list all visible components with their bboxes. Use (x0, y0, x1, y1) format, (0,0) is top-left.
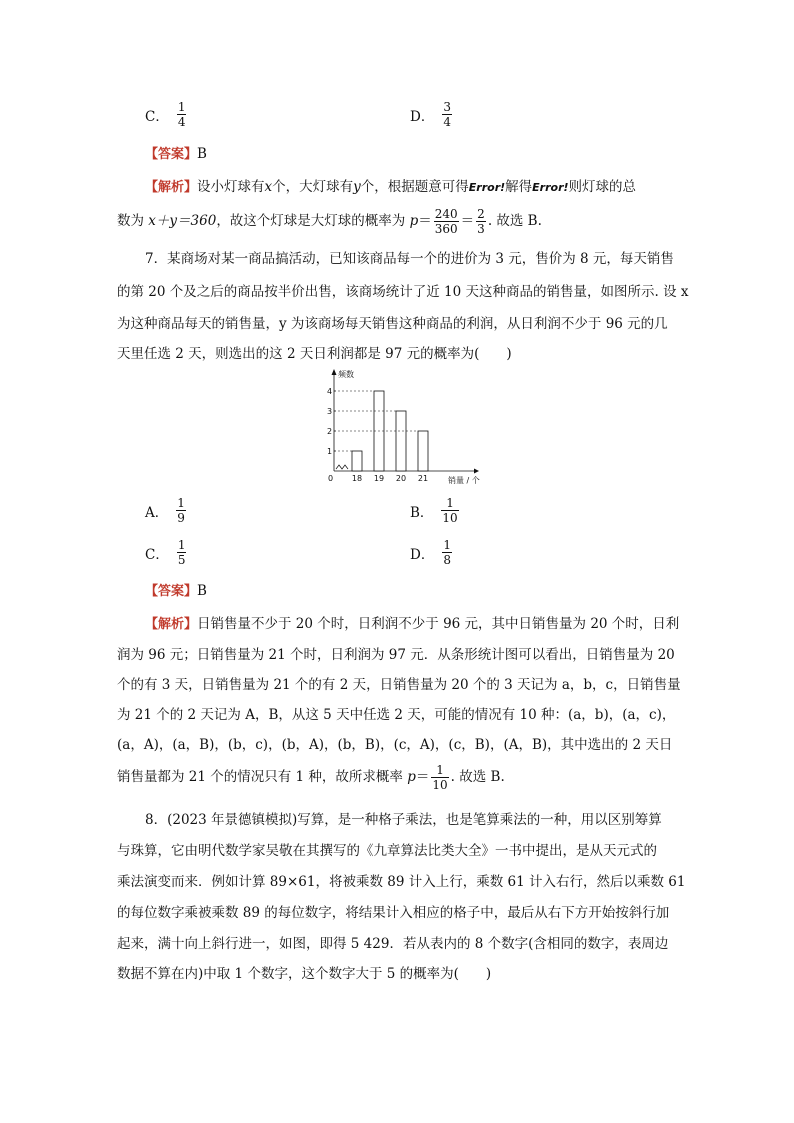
origin-label: 0 (328, 474, 334, 483)
y-tick-label: 1 (327, 447, 333, 456)
q7-analysis-last-line: 销售量都为 21 个的情况只有 1 种，故所求概率 p ＝ $\frac{1}{10}$ . 故选 B. (117, 762, 505, 792)
q8-stem-line: 8．(2023 年景德镇模拟)写算，是一种格子乘法，也是笔算乘法的一种，用以区别筹算 (145, 812, 662, 828)
y-tick-label: 3 (327, 407, 333, 416)
q7-stem-line: 7．某商场对某一商品搞活动，已知该商品每一个的进价为 3 元，售价为 8 元，每天销售 (145, 251, 674, 267)
q8-stem-line: 数据不算在内)中取 1 个数字，这个数字大于 5 的概率为( ) (117, 966, 492, 982)
q8-stem-line: 起来，满十向上斜行进一，如图，即得 5 429．若从表内的 8 个数字(含相同的数字，表周边 (117, 936, 669, 952)
y-axis-arrow (332, 369, 337, 375)
fraction: $\frac{1}{10}$ (432, 762, 448, 792)
y-tick-label: 2 (327, 427, 333, 436)
q6-option-d[interactable] (410, 100, 454, 129)
q6-answer (145, 144, 207, 165)
x-tick-label: 21 (417, 474, 429, 483)
q7-answer (145, 581, 207, 602)
option-fraction: $\frac{1}{4}$ (177, 100, 186, 129)
fraction: $\frac{240}{360}$ (434, 206, 458, 236)
q6-analysis-line-2: 数为 x＋y＝360 ，故这个灯球是大灯球的概率为 p ＝ $\frac{240}{360}$ ＝ $\frac{2}{3}$ . 故选 B. (117, 206, 542, 236)
q7-analysis-line: (a，A)，(a，B)，(b，c)，(b，A)，(b，B)，(c，A)，(c，B)，(A，B)，其中选出的 2 天日 (117, 737, 673, 753)
option-label: A． (145, 504, 169, 521)
q7-option-a[interactable] (145, 496, 188, 525)
option-label: D． (410, 108, 435, 125)
q7-option-c[interactable] (145, 538, 188, 567)
error-text: Error! (468, 181, 506, 194)
answer-tag: 【答案】 (145, 147, 198, 162)
q7-option-b[interactable] (410, 496, 461, 525)
error-text: Error! (532, 181, 569, 194)
q8-stem-line: 的每位数字乘被乘数 89 的每位数字，将结果计入相应的格子中，最后从右下方开始按斜行加 (117, 905, 670, 921)
q7-analysis-line: 润为 96 元；日销售量为 21 个时，日利润为 97 元．从条形统计图可以看出，日销售量为 20 (117, 647, 675, 663)
option-fraction: $\frac{1}{10}$ (442, 496, 458, 525)
q8-stem-line: 乘法演变而来．例如计算 89×61，将被乘数 89 计入上行，乘数 61 计入右行，然后以乘数 61 (117, 874, 686, 890)
answer-value: B (197, 583, 207, 599)
answer-tag: 【答案】 (145, 584, 198, 599)
x-tick-label: 19 (373, 474, 385, 483)
option-label: D． (410, 546, 435, 563)
x-tick-label: 18 (351, 474, 363, 483)
x-axis-label: 销量 / 个 (448, 476, 480, 485)
option-label: B． (410, 504, 434, 521)
option-fraction: $\frac{3}{4}$ (443, 100, 451, 129)
bar-18 (352, 451, 362, 471)
fraction: $\frac{2}{3}$ (477, 206, 485, 236)
q7-analysis-line: 【解析】日销售量不少于 20 个时，日利润不少于 96 元，其中日销售量为 20 个时，日利 (145, 616, 680, 632)
q7-stem-line: 天里任选 2 天，则选出的这 2 天日利润都是 97 元的概率为( ) (117, 346, 512, 362)
q7-stem-line: 为这种商品每天的销售量，y 为该商场每天销售这种商品的利润，从日利润不少于 96 元的几 (117, 316, 668, 332)
sales-frequency-chart (322, 365, 482, 485)
q7-analysis-line: 为 21 个的 2 天记为 A，B，从这 5 天中任选 2 天，可能的情况有 10 种：(a，b)，(a，c)， (117, 707, 676, 723)
option-label: C． (145, 546, 169, 563)
q7-option-d[interactable] (410, 538, 454, 567)
q8-stem-line: 与珠算，它由明代数学家吴敬在其撰写的《九章算法比类大全》一书中提出，是从天元式的 (117, 843, 657, 859)
x-axis-arrow (474, 469, 479, 474)
option-label: C． (145, 108, 169, 125)
y-axis-label: 频数 (338, 370, 354, 379)
q7-analysis-line: 个的有 3 天，日销售量为 21 个的有 2 天，日销售量为 20 个的 3 天记为 a，b，c，日销售量 (117, 677, 681, 693)
q7-stem-line: 的第 20 个及之后的商品按半价出售，该商场统计了近 10 天这种商品的销售量，如图所示. 设 x (117, 284, 689, 300)
q6-option-c[interactable] (145, 100, 188, 129)
x-tick-label: 20 (395, 474, 407, 483)
option-fraction: $\frac{1}{8}$ (443, 538, 451, 567)
bar-21 (418, 431, 428, 471)
option-fraction: $\frac{1}{9}$ (177, 496, 185, 525)
option-fraction: $\frac{1}{5}$ (177, 538, 186, 567)
q6-analysis-line-1: 【解析】设小灯球有x个，大灯球有y个，根据题意可得Error!解得Error!则灯球的总 (145, 179, 637, 195)
axis-break (336, 465, 348, 469)
analysis-tag: 【解析】 (145, 617, 198, 632)
y-tick-label: 4 (327, 387, 333, 396)
bar-20 (396, 411, 406, 471)
answer-value: B (197, 146, 207, 162)
analysis-tag: 【解析】 (145, 180, 198, 195)
